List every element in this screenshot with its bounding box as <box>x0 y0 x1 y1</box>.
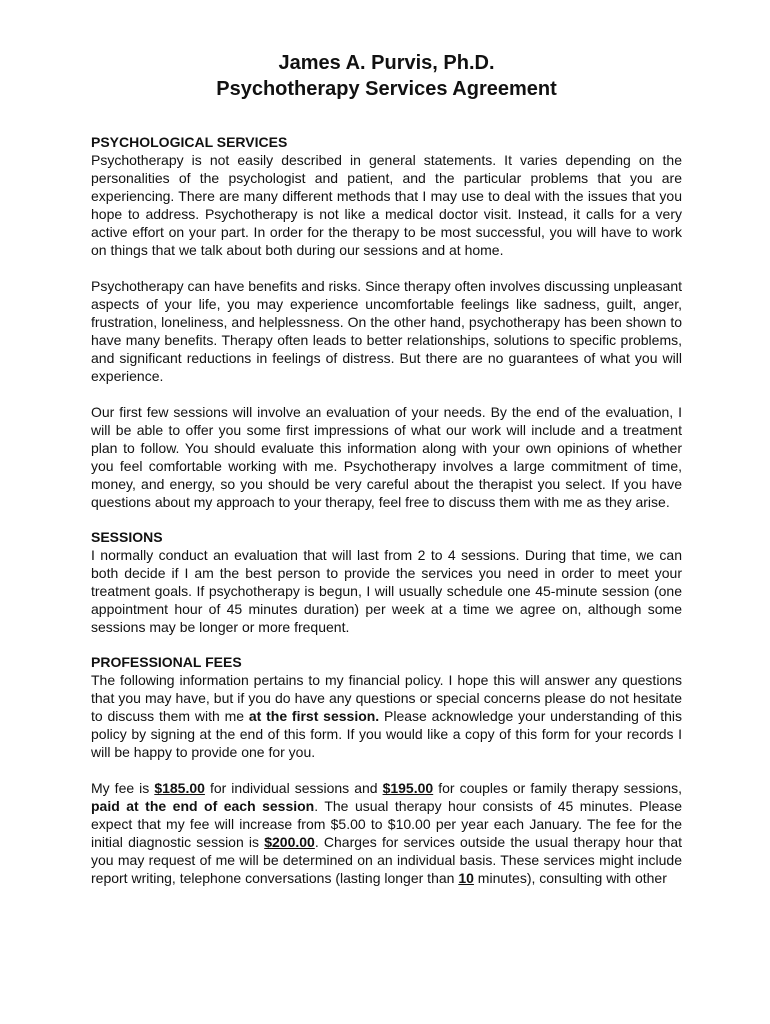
author-name: James A. Purvis, Ph.D. <box>278 52 495 74</box>
section-psychological-services <box>91 134 682 511</box>
text: minutes), consulting with other <box>473 870 667 886</box>
fee-initial: $200.00 <box>264 834 315 850</box>
paragraph: Our first few sessions will involve an evaluation of your needs. By the end of the evaluation, I will be able to offer you some first impressions of what our work will include and a treatment plan to follow. You should evaluate this information along with your own opinions of whether you feel comfortable working with me. Psychotherapy involves a large commitment of time, money, and energy, so you should be very careful about the therapist you select. If you have questions about my approach to your therapy, feel free to discuss them with me as they arise. <box>91 404 682 510</box>
section-professional-fees <box>91 654 682 887</box>
title-block <box>91 0 682 102</box>
text: . The usual therapy hour consists of 45 minutes. Please expect that my fee will increase from $5.00 to $10.00 per year each January. The fee for the initial diagnostic session is <box>91 798 682 850</box>
text: . Charges for services outside the usual therapy hour that you may request of me will be determined on an individual basis. These services might include report writing, telephone conversations (lasting longer than <box>91 834 682 886</box>
minutes-threshold: 10 <box>458 870 474 886</box>
section-heading: PROFESSIONAL FEES <box>91 654 242 670</box>
paragraph <box>91 671 682 761</box>
fee-individual: $185.00 <box>154 780 205 796</box>
paragraph <box>91 779 682 887</box>
emphasis-first-session: at the first session. <box>248 708 380 724</box>
text: for individual sessions and <box>204 780 383 796</box>
text: Please acknowledge your understanding of this policy by signing at the end of this form. If you would like a copy of this form for your records I will be happy to provide one for you. <box>91 708 682 760</box>
section-heading: SESSIONS <box>91 529 163 545</box>
paragraph: Psychotherapy can have benefits and risks. Since therapy often involves discussing unpleasant aspects of your life, you may experience uncomfortable feelings like sadness, guilt, anger, frustration, loneliness, and helplessness. On the other hand, psychotherapy has been shown to have many benefits. Therapy often leads to better relationships, solutions to specific problems, and significant reductions in feelings of distress. But there are no guarantees of what you will experience. <box>91 278 682 384</box>
text: My fee is <box>91 780 155 796</box>
document-title: Psychotherapy Services Agreement <box>216 78 557 100</box>
text: for couples or family therapy sessions, <box>433 780 682 796</box>
emphasis-payment-timing: paid at the end of each session <box>91 798 315 814</box>
paragraph: Psychotherapy is not easily described in general statements. It varies depending on the personalities of the psychologist and patient, and the particular problems that you are experiencing. There are many different methods that I may use to deal with the issues that you hope to address. Psychotherapy is not like a medical doctor visit. Instead, it calls for a very active effort on your part. In order for the therapy to be most successful, you will have to work on things that we talk about both during our sessions and at home. <box>91 152 682 258</box>
section-sessions <box>91 529 682 636</box>
section-heading: PSYCHOLOGICAL SERVICES <box>91 134 288 150</box>
text: The following information pertains to my financial policy. I hope this will answer any questions that you may have, but if you do have any questions or special concerns please do not hesitate to discuss them with me <box>91 672 682 724</box>
paragraph: I normally conduct an evaluation that will last from 2 to 4 sessions. During that time, we can both decide if I am the best person to provide the services you need in order to meet your treatment goals. If psychotherapy is begun, I will usually schedule one 45-minute session (one appointment hour of 45 minutes duration) per week at a time we agree on, although some sessions may be longer or more frequent. <box>91 547 682 635</box>
fee-couples: $195.00 <box>382 780 434 796</box>
